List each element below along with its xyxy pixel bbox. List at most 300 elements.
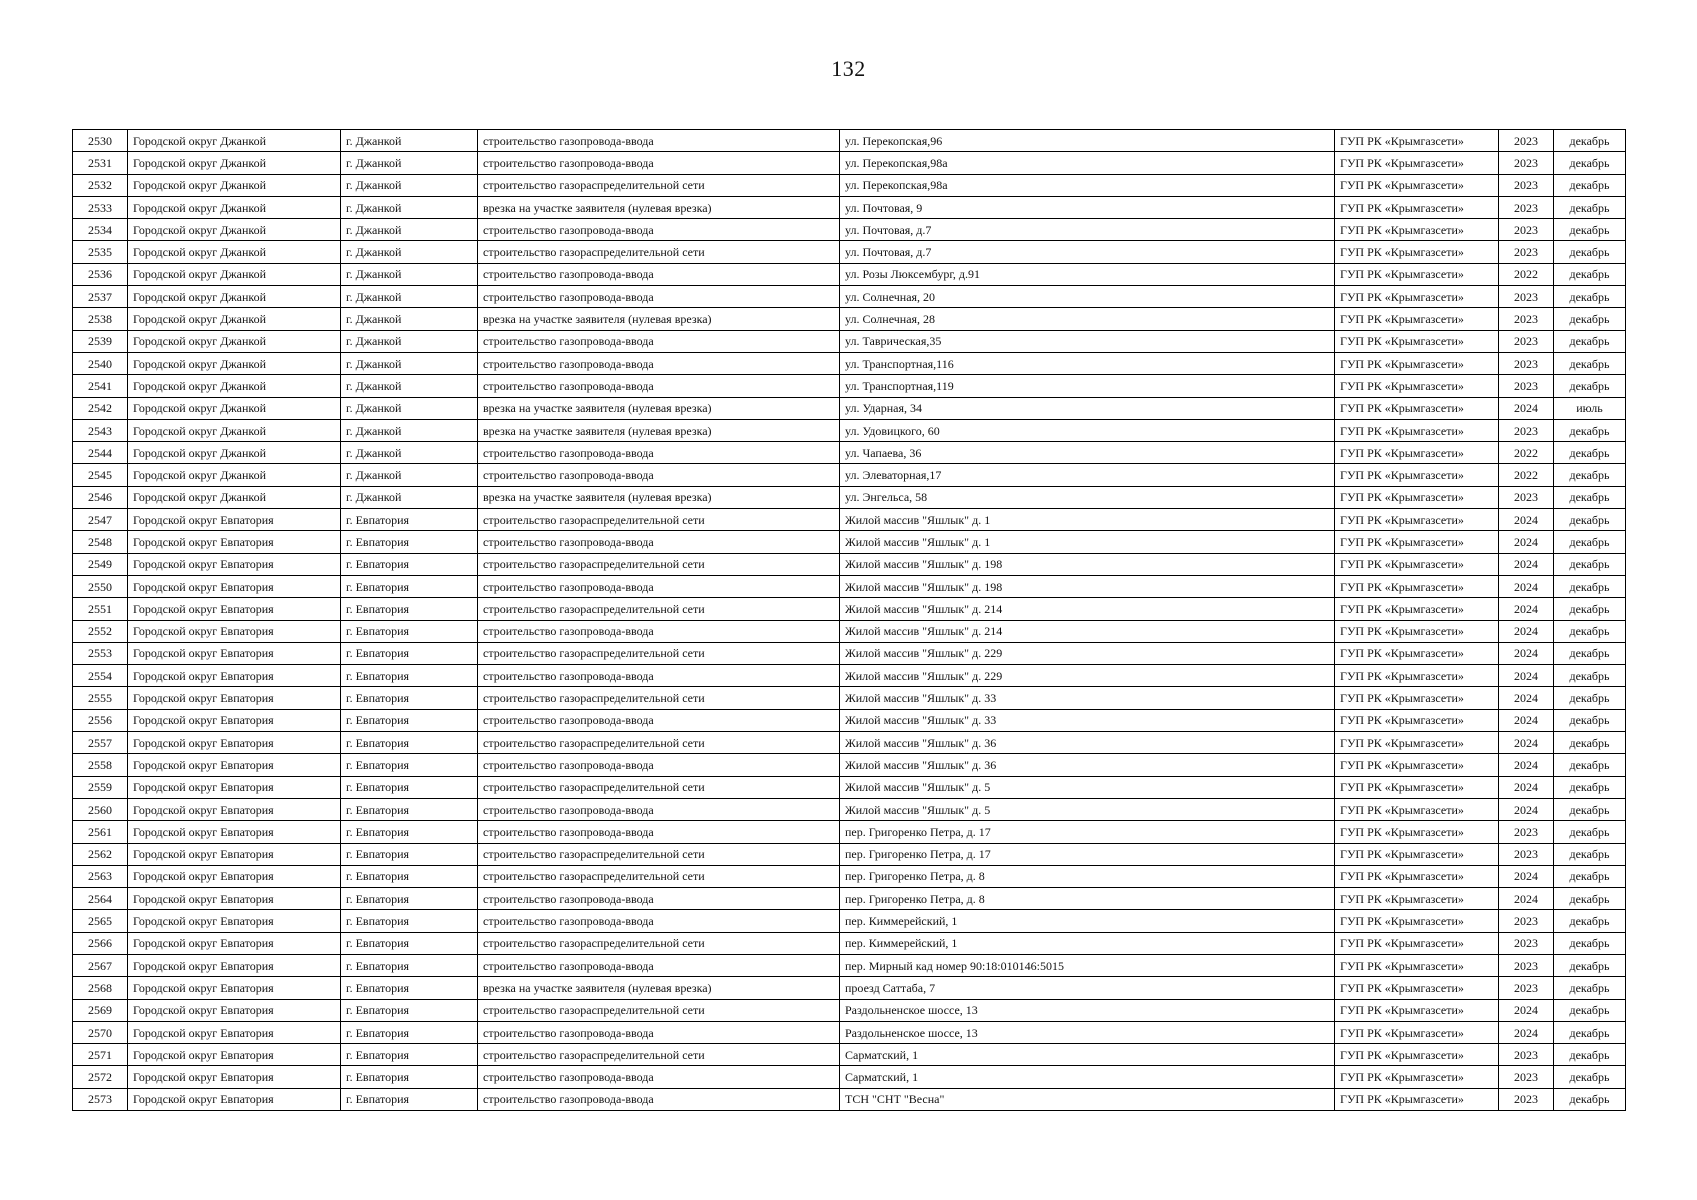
cell-month: декабрь [1554,1021,1626,1043]
cell-row-number: 2540 [73,352,128,374]
cell-settlement: г. Евпатория [341,1021,478,1043]
cell-settlement: г. Евпатория [341,598,478,620]
cell-address: ул. Таврическая,35 [840,330,1335,352]
cell-municipality: Городской округ Евпатория [128,620,341,642]
cell-work-type: строительство газопровода-ввода [478,286,840,308]
cell-municipality: Городской округ Евпатория [128,732,341,754]
cell-year: 2023 [1499,821,1554,843]
cell-work-type: строительство газопровода-ввода [478,620,840,642]
cell-year: 2024 [1499,709,1554,731]
cell-address: ул. Солнечная, 28 [840,308,1335,330]
cell-work-type: строительство газопровода-ввода [478,352,840,374]
cell-work-type: врезка на участке заявителя (нулевая врезка) [478,977,840,999]
cell-organization: ГУП РК «Крымгазсети» [1335,397,1499,419]
cell-work-type: строительство газопровода-ввода [478,888,840,910]
cell-address: ул. Почтовая, д.7 [840,219,1335,241]
cell-work-type: врезка на участке заявителя (нулевая врезка) [478,486,840,508]
cell-municipality: Городской округ Джанкой [128,375,341,397]
cell-settlement: г. Евпатория [341,977,478,999]
cell-work-type: строительство газопровода-ввода [478,798,840,820]
cell-year: 2024 [1499,531,1554,553]
cell-settlement: г. Джанкой [341,352,478,374]
cell-municipality: Городской округ Джанкой [128,263,341,285]
table-row [73,732,1626,754]
cell-address: Жилой массив "Яшлык" д. 1 [840,531,1335,553]
cell-row-number: 2553 [73,642,128,664]
table-row [73,241,1626,263]
cell-address: ул. Перекопская,96 [840,130,1335,152]
cell-address: ул. Почтовая, 9 [840,196,1335,218]
cell-municipality: Городской округ Евпатория [128,1088,341,1110]
cell-row-number: 2543 [73,419,128,441]
cell-organization: ГУП РК «Крымгазсети» [1335,286,1499,308]
cell-month: декабрь [1554,954,1626,976]
cell-address: ул. Чапаева, 36 [840,442,1335,464]
cell-settlement: г. Евпатория [341,509,478,531]
table-row [73,196,1626,218]
cell-work-type: строительство газопровода-ввода [478,1066,840,1088]
cell-month: декабрь [1554,642,1626,664]
cell-year: 2023 [1499,375,1554,397]
cell-year: 2024 [1499,754,1554,776]
cell-month: декабрь [1554,665,1626,687]
cell-year: 2024 [1499,865,1554,887]
cell-settlement: г. Евпатория [341,553,478,575]
cell-work-type: строительство газопровода-ввода [478,575,840,597]
cell-row-number: 2537 [73,286,128,308]
table-row [73,174,1626,196]
cell-municipality: Городской округ Евпатория [128,687,341,709]
cell-work-type: строительство газораспределительной сети [478,642,840,664]
cell-settlement: г. Евпатория [341,932,478,954]
cell-month: декабрь [1554,352,1626,374]
cell-work-type: строительство газопровода-ввода [478,130,840,152]
cell-organization: ГУП РК «Крымгазсети» [1335,642,1499,664]
cell-row-number: 2560 [73,798,128,820]
cell-municipality: Городской округ Евпатория [128,1044,341,1066]
table-row [73,865,1626,887]
cell-address: ул. Солнечная, 20 [840,286,1335,308]
cell-organization: ГУП РК «Крымгазсети» [1335,575,1499,597]
cell-row-number: 2565 [73,910,128,932]
cell-municipality: Городской округ Джанкой [128,219,341,241]
cell-settlement: г. Джанкой [341,464,478,486]
cell-address: пер. Григоренко Петра, д. 8 [840,888,1335,910]
cell-year: 2023 [1499,1044,1554,1066]
cell-address: ул. Транспортная,119 [840,375,1335,397]
cell-address: ул. Энгельса, 58 [840,486,1335,508]
cell-month: декабрь [1554,330,1626,352]
cell-address: Жилой массив "Яшлык" д. 214 [840,620,1335,642]
cell-row-number: 2550 [73,575,128,597]
cell-row-number: 2536 [73,263,128,285]
cell-row-number: 2548 [73,531,128,553]
cell-settlement: г. Джанкой [341,196,478,218]
cell-address: Жилой массив "Яшлык" д. 214 [840,598,1335,620]
cell-organization: ГУП РК «Крымгазсети» [1335,1088,1499,1110]
cell-organization: ГУП РК «Крымгазсети» [1335,665,1499,687]
cell-year: 2024 [1499,397,1554,419]
cell-address: проезд Саттаба, 7 [840,977,1335,999]
cell-year: 2023 [1499,910,1554,932]
cell-year: 2023 [1499,932,1554,954]
cell-address: Жилой массив "Яшлык" д. 229 [840,642,1335,664]
cell-organization: ГУП РК «Крымгазсети» [1335,1044,1499,1066]
table-row [73,486,1626,508]
cell-year: 2024 [1499,665,1554,687]
cell-work-type: строительство газораспределительной сети [478,509,840,531]
cell-month: декабрь [1554,196,1626,218]
cell-work-type: строительство газопровода-ввода [478,531,840,553]
cell-address: Жилой массив "Яшлык" д. 229 [840,665,1335,687]
cell-month: декабрь [1554,263,1626,285]
cell-municipality: Городской округ Евпатория [128,821,341,843]
cell-address: Жилой массив "Яшлык" д. 36 [840,732,1335,754]
cell-row-number: 2566 [73,932,128,954]
table-row [73,219,1626,241]
cell-year: 2024 [1499,620,1554,642]
cell-municipality: Городской округ Джанкой [128,152,341,174]
cell-municipality: Городской округ Евпатория [128,709,341,731]
cell-municipality: Городской округ Евпатория [128,999,341,1021]
cell-municipality: Городской округ Джанкой [128,174,341,196]
cell-row-number: 2544 [73,442,128,464]
cell-month: декабрь [1554,888,1626,910]
cell-address: пер. Григоренко Петра, д. 17 [840,821,1335,843]
cell-month: декабрь [1554,286,1626,308]
cell-year: 2022 [1499,442,1554,464]
cell-work-type: строительство газораспределительной сети [478,999,840,1021]
cell-row-number: 2541 [73,375,128,397]
cell-organization: ГУП РК «Крымгазсети» [1335,152,1499,174]
cell-municipality: Городской округ Евпатория [128,598,341,620]
cell-month: декабрь [1554,776,1626,798]
cell-organization: ГУП РК «Крымгазсети» [1335,843,1499,865]
cell-municipality: Городской округ Евпатория [128,1066,341,1088]
cell-settlement: г. Евпатория [341,865,478,887]
cell-year: 2024 [1499,732,1554,754]
cell-row-number: 2533 [73,196,128,218]
cell-row-number: 2555 [73,687,128,709]
cell-organization: ГУП РК «Крымгазсети» [1335,687,1499,709]
table-row [73,263,1626,285]
cell-address: Жилой массив "Яшлык" д. 198 [840,575,1335,597]
cell-work-type: строительство газораспределительной сети [478,732,840,754]
cell-month: декабрь [1554,798,1626,820]
cell-address: пер. Киммерейский, 1 [840,932,1335,954]
cell-row-number: 2549 [73,553,128,575]
cell-settlement: г. Евпатория [341,843,478,865]
cell-year: 2022 [1499,464,1554,486]
cell-municipality: Городской округ Джанкой [128,196,341,218]
cell-address: ул. Перекопская,98а [840,152,1335,174]
cell-municipality: Городской округ Джанкой [128,419,341,441]
cell-municipality: Городской округ Евпатория [128,509,341,531]
table-row [73,687,1626,709]
cell-month: декабрь [1554,308,1626,330]
table-row [73,286,1626,308]
table-row [73,798,1626,820]
cell-work-type: строительство газопровода-ввода [478,821,840,843]
cell-address: Жилой массив "Яшлык" д. 5 [840,798,1335,820]
cell-work-type: строительство газопровода-ввода [478,709,840,731]
cell-organization: ГУП РК «Крымгазсети» [1335,174,1499,196]
table-row [73,509,1626,531]
cell-municipality: Городской округ Евпатория [128,531,341,553]
cell-address: пер. Григоренко Петра, д. 8 [840,865,1335,887]
cell-organization: ГУП РК «Крымгазсети» [1335,308,1499,330]
cell-year: 2023 [1499,1088,1554,1110]
cell-year: 2024 [1499,642,1554,664]
cell-month: декабрь [1554,843,1626,865]
table-row [73,442,1626,464]
cell-month: декабрь [1554,509,1626,531]
table-row [73,375,1626,397]
cell-organization: ГУП РК «Крымгазсети» [1335,999,1499,1021]
table-row [73,308,1626,330]
cell-row-number: 2554 [73,665,128,687]
cell-row-number: 2568 [73,977,128,999]
cell-row-number: 2552 [73,620,128,642]
cell-settlement: г. Джанкой [341,330,478,352]
cell-settlement: г. Евпатория [341,821,478,843]
cell-work-type: строительство газопровода-ввода [478,954,840,976]
cell-municipality: Городской округ Евпатория [128,553,341,575]
cell-work-type: строительство газопровода-ввода [478,1021,840,1043]
cell-address: Жилой массив "Яшлык" д. 33 [840,687,1335,709]
table-row [73,999,1626,1021]
cell-organization: ГУП РК «Крымгазсети» [1335,130,1499,152]
table-row [73,843,1626,865]
table-row [73,130,1626,152]
cell-month: декабрь [1554,821,1626,843]
cell-work-type: врезка на участке заявителя (нулевая врезка) [478,308,840,330]
cell-organization: ГУП РК «Крымгазсети» [1335,330,1499,352]
cell-year: 2024 [1499,575,1554,597]
cell-municipality: Городской округ Евпатория [128,575,341,597]
cell-municipality: Городской округ Евпатория [128,642,341,664]
cell-row-number: 2556 [73,709,128,731]
table-row [73,910,1626,932]
cell-organization: ГУП РК «Крымгазсети» [1335,196,1499,218]
cell-year: 2023 [1499,954,1554,976]
cell-settlement: г. Джанкой [341,130,478,152]
cell-municipality: Городской округ Джанкой [128,286,341,308]
table-row [73,932,1626,954]
cell-settlement: г. Евпатория [341,1044,478,1066]
cell-settlement: г. Джанкой [341,442,478,464]
table-row [73,397,1626,419]
cell-organization: ГУП РК «Крымгазсети» [1335,620,1499,642]
cell-year: 2024 [1499,1021,1554,1043]
cell-address: ул. Элеваторная,17 [840,464,1335,486]
cell-municipality: Городской округ Джанкой [128,241,341,263]
cell-municipality: Городской округ Евпатория [128,798,341,820]
cell-month: декабрь [1554,241,1626,263]
cell-organization: ГУП РК «Крымгазсети» [1335,732,1499,754]
cell-address: Жилой массив "Яшлык" д. 33 [840,709,1335,731]
table-row [73,642,1626,664]
cell-work-type: строительство газопровода-ввода [478,754,840,776]
cell-organization: ГУП РК «Крымгазсети» [1335,798,1499,820]
cell-month: декабрь [1554,174,1626,196]
cell-month: декабрь [1554,486,1626,508]
cell-work-type: строительство газопровода-ввода [478,464,840,486]
cell-row-number: 2539 [73,330,128,352]
cell-year: 2022 [1499,263,1554,285]
cell-month: декабрь [1554,977,1626,999]
cell-row-number: 2557 [73,732,128,754]
cell-municipality: Городской округ Евпатория [128,1021,341,1043]
cell-settlement: г. Евпатория [341,732,478,754]
cell-row-number: 2532 [73,174,128,196]
cell-year: 2024 [1499,776,1554,798]
cell-address: Жилой массив "Яшлык" д. 5 [840,776,1335,798]
cell-month: декабрь [1554,1066,1626,1088]
cell-row-number: 2547 [73,509,128,531]
table-row [73,620,1626,642]
cell-row-number: 2545 [73,464,128,486]
cell-settlement: г. Джанкой [341,263,478,285]
cell-organization: ГУП РК «Крымгазсети» [1335,598,1499,620]
table-row [73,553,1626,575]
cell-municipality: Городской округ Евпатория [128,754,341,776]
cell-year: 2023 [1499,486,1554,508]
cell-address: ул. Удовицкого, 60 [840,419,1335,441]
cell-row-number: 2530 [73,130,128,152]
table-row [73,330,1626,352]
cell-month: декабрь [1554,152,1626,174]
cell-row-number: 2564 [73,888,128,910]
cell-address: Жилой массив "Яшлык" д. 198 [840,553,1335,575]
cell-work-type: строительство газопровода-ввода [478,330,840,352]
cell-address: Жилой массив "Яшлык" д. 1 [840,509,1335,531]
cell-row-number: 2572 [73,1066,128,1088]
cell-settlement: г. Евпатория [341,575,478,597]
cell-work-type: строительство газораспределительной сети [478,241,840,263]
cell-settlement: г. Евпатория [341,776,478,798]
cell-year: 2024 [1499,687,1554,709]
cell-settlement: г. Евпатория [341,620,478,642]
cell-row-number: 2562 [73,843,128,865]
cell-address: Сарматский, 1 [840,1044,1335,1066]
table-row [73,1044,1626,1066]
cell-year: 2024 [1499,553,1554,575]
cell-organization: ГУП РК «Крымгазсети» [1335,888,1499,910]
cell-municipality: Городской округ Евпатория [128,665,341,687]
cell-month: декабрь [1554,375,1626,397]
cell-month: декабрь [1554,219,1626,241]
cell-address: ул. Розы Люксембург, д.91 [840,263,1335,285]
cell-organization: ГУП РК «Крымгазсети» [1335,509,1499,531]
cell-row-number: 2569 [73,999,128,1021]
cell-month: декабрь [1554,575,1626,597]
cell-settlement: г. Евпатория [341,687,478,709]
cell-settlement: г. Джанкой [341,308,478,330]
cell-address: Раздольненское шоссе, 13 [840,1021,1335,1043]
cell-settlement: г. Джанкой [341,375,478,397]
cell-work-type: строительство газопровода-ввода [478,910,840,932]
cell-work-type: строительство газораспределительной сети [478,776,840,798]
cell-address: Жилой массив "Яшлык" д. 36 [840,754,1335,776]
cell-year: 2023 [1499,977,1554,999]
page-number: 132 [831,56,866,81]
cell-settlement: г. Джанкой [341,419,478,441]
cell-municipality: Городской округ Евпатория [128,865,341,887]
cell-settlement: г. Евпатория [341,999,478,1021]
cell-work-type: врезка на участке заявителя (нулевая врезка) [478,196,840,218]
registry-table [72,129,1626,1111]
cell-municipality: Городской округ Джанкой [128,130,341,152]
cell-month: декабрь [1554,130,1626,152]
cell-year: 2023 [1499,219,1554,241]
cell-month: декабрь [1554,1088,1626,1110]
cell-organization: ГУП РК «Крымгазсети» [1335,352,1499,374]
cell-work-type: строительство газораспределительной сети [478,843,840,865]
cell-address: ул. Транспортная,116 [840,352,1335,374]
table-row [73,709,1626,731]
cell-municipality: Городской округ Евпатория [128,932,341,954]
cell-row-number: 2567 [73,954,128,976]
cell-work-type: строительство газораспределительной сети [478,932,840,954]
cell-organization: ГУП РК «Крымгазсети» [1335,241,1499,263]
cell-organization: ГУП РК «Крымгазсети» [1335,553,1499,575]
cell-year: 2024 [1499,999,1554,1021]
cell-row-number: 2571 [73,1044,128,1066]
cell-address: ул. Ударная, 34 [840,397,1335,419]
cell-year: 2023 [1499,419,1554,441]
cell-month: декабрь [1554,442,1626,464]
cell-row-number: 2546 [73,486,128,508]
cell-work-type: строительство газораспределительной сети [478,174,840,196]
cell-work-type: строительство газораспределительной сети [478,687,840,709]
cell-municipality: Городской округ Евпатория [128,888,341,910]
cell-organization: ГУП РК «Крымгазсети» [1335,442,1499,464]
cell-year: 2023 [1499,1066,1554,1088]
cell-organization: ГУП РК «Крымгазсети» [1335,464,1499,486]
cell-municipality: Городской округ Евпатория [128,843,341,865]
cell-settlement: г. Евпатория [341,1066,478,1088]
cell-year: 2023 [1499,843,1554,865]
cell-municipality: Городской округ Евпатория [128,776,341,798]
cell-year: 2023 [1499,152,1554,174]
table-row [73,352,1626,374]
cell-month: декабрь [1554,732,1626,754]
cell-year: 2023 [1499,196,1554,218]
cell-month: декабрь [1554,687,1626,709]
cell-address: ул. Перекопская,98а [840,174,1335,196]
cell-settlement: г. Евпатория [341,1088,478,1110]
cell-address: пер. Мирный кад номер 90:18:010146:5015 [840,954,1335,976]
table-row [73,598,1626,620]
cell-month: декабрь [1554,709,1626,731]
cell-organization: ГУП РК «Крымгазсети» [1335,263,1499,285]
table-row [73,1088,1626,1110]
cell-row-number: 2559 [73,776,128,798]
cell-municipality: Городской округ Джанкой [128,330,341,352]
cell-work-type: строительство газопровода-ввода [478,263,840,285]
cell-municipality: Городской округ Джанкой [128,486,341,508]
cell-organization: ГУП РК «Крымгазсети» [1335,709,1499,731]
cell-settlement: г. Евпатория [341,954,478,976]
cell-organization: ГУП РК «Крымгазсети» [1335,486,1499,508]
cell-settlement: г. Джанкой [341,286,478,308]
cell-organization: ГУП РК «Крымгазсети» [1335,865,1499,887]
cell-work-type: строительство газопровода-ввода [478,442,840,464]
cell-municipality: Городской округ Джанкой [128,464,341,486]
cell-municipality: Городской округ Джанкой [128,308,341,330]
cell-year: 2024 [1499,888,1554,910]
